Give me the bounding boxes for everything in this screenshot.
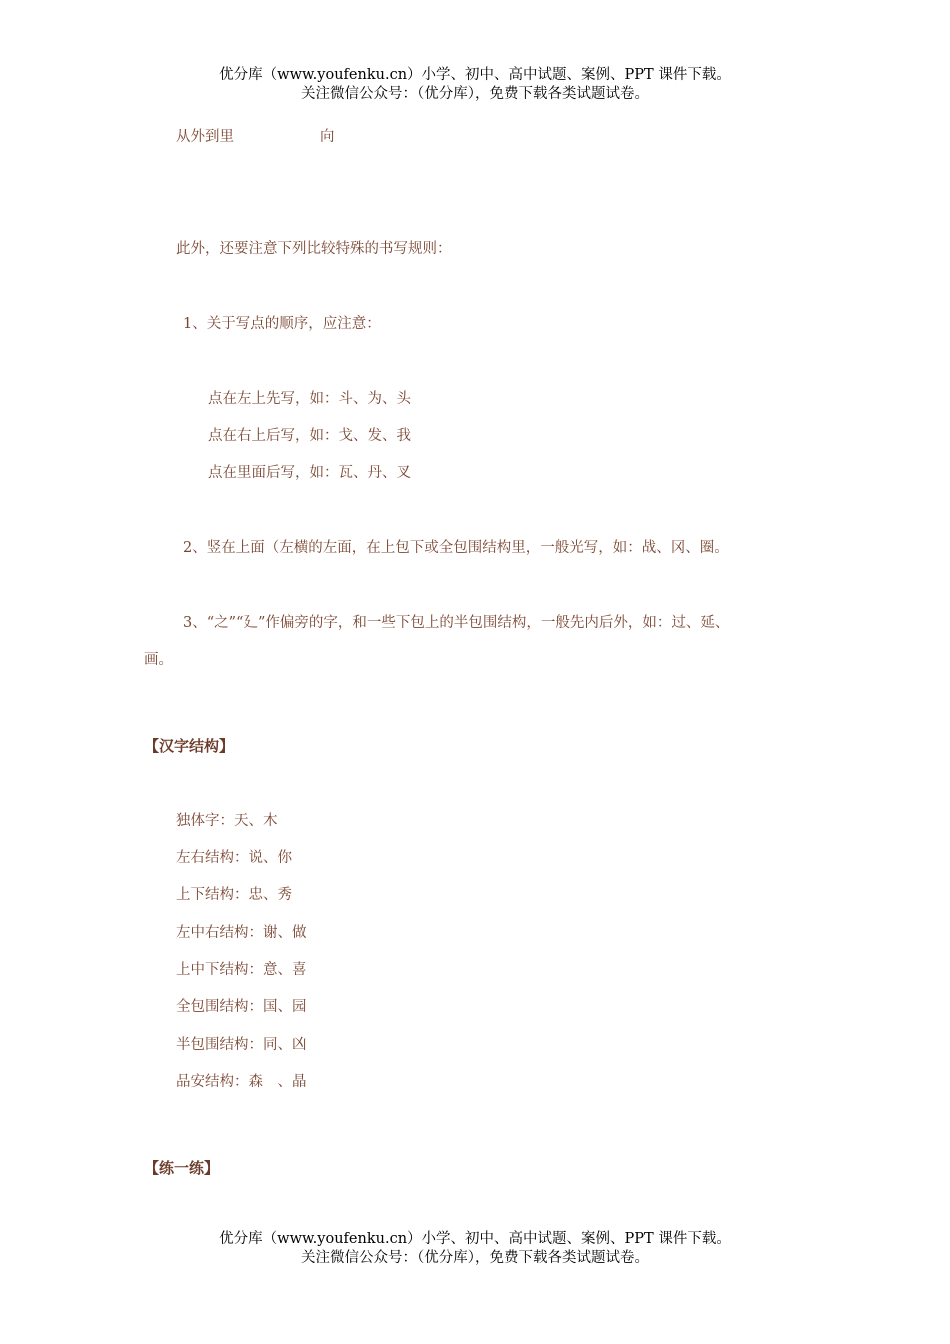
special-rules-intro: 此外，还要注意下列比较特殊的书写规则：: [176, 241, 452, 257]
rule-1-item: 点在里面后写，如：瓦、丹、叉: [208, 465, 411, 481]
structure-heading: 【汉字结构】: [144, 737, 235, 755]
structure-item: 全包围结构：国、园: [176, 999, 307, 1015]
structure-item: 左中右结构：谢、做: [176, 925, 307, 941]
structure-item: 上中下结构：意、喜: [176, 962, 307, 978]
outside-in-example: 向: [320, 129, 335, 145]
structure-item: 品安结构：森 、晶: [176, 1074, 307, 1090]
footer-line-2: 关注微信公众号：（优分库），免费下载各类试题试卷。: [301, 1250, 649, 1266]
structure-item: 上下结构：忠、秀: [176, 887, 292, 903]
practice-heading: 【练一练】: [144, 1159, 220, 1177]
header-line-2: 关注微信公众号：（优分库），免费下载各类试题试卷。: [301, 86, 649, 102]
structure-item: 半包围结构：同、凶: [176, 1037, 307, 1053]
rule-2: 2、竖在上面（左横的左面，在上包下或全包围结构里，一般光写，如：战、冈、圈。: [183, 540, 729, 556]
rule-1-title: 1、关于写点的顺序，应注意：: [183, 316, 381, 332]
rule-3-line-2: 画。: [144, 652, 173, 668]
structure-item: 独体字：天、木: [176, 813, 278, 829]
rule-3-line-1: 3、“之”“廴”作偏旁的字，和一些下包上的半包围结构，一般先内后外，如：过、延、: [183, 615, 730, 631]
structure-item: 左右结构：说、你: [176, 850, 292, 866]
outside-in-label: 从外到里: [176, 129, 234, 145]
header-line-1: 优分库（www.youfenku.cn）小学、初中、高中试题、案例、PPT 课件下载。: [219, 67, 731, 83]
footer-line-1: 优分库（www.youfenku.cn）小学、初中、高中试题、案例、PPT 课件下载。: [219, 1231, 731, 1247]
page-header: [0, 66, 950, 104]
rule-1-item: 点在左上先写，如：斗、为、头: [208, 391, 411, 407]
page-footer: [0, 1230, 950, 1268]
rule-1-item: 点在右上后写，如：戈、发、我: [208, 428, 411, 444]
